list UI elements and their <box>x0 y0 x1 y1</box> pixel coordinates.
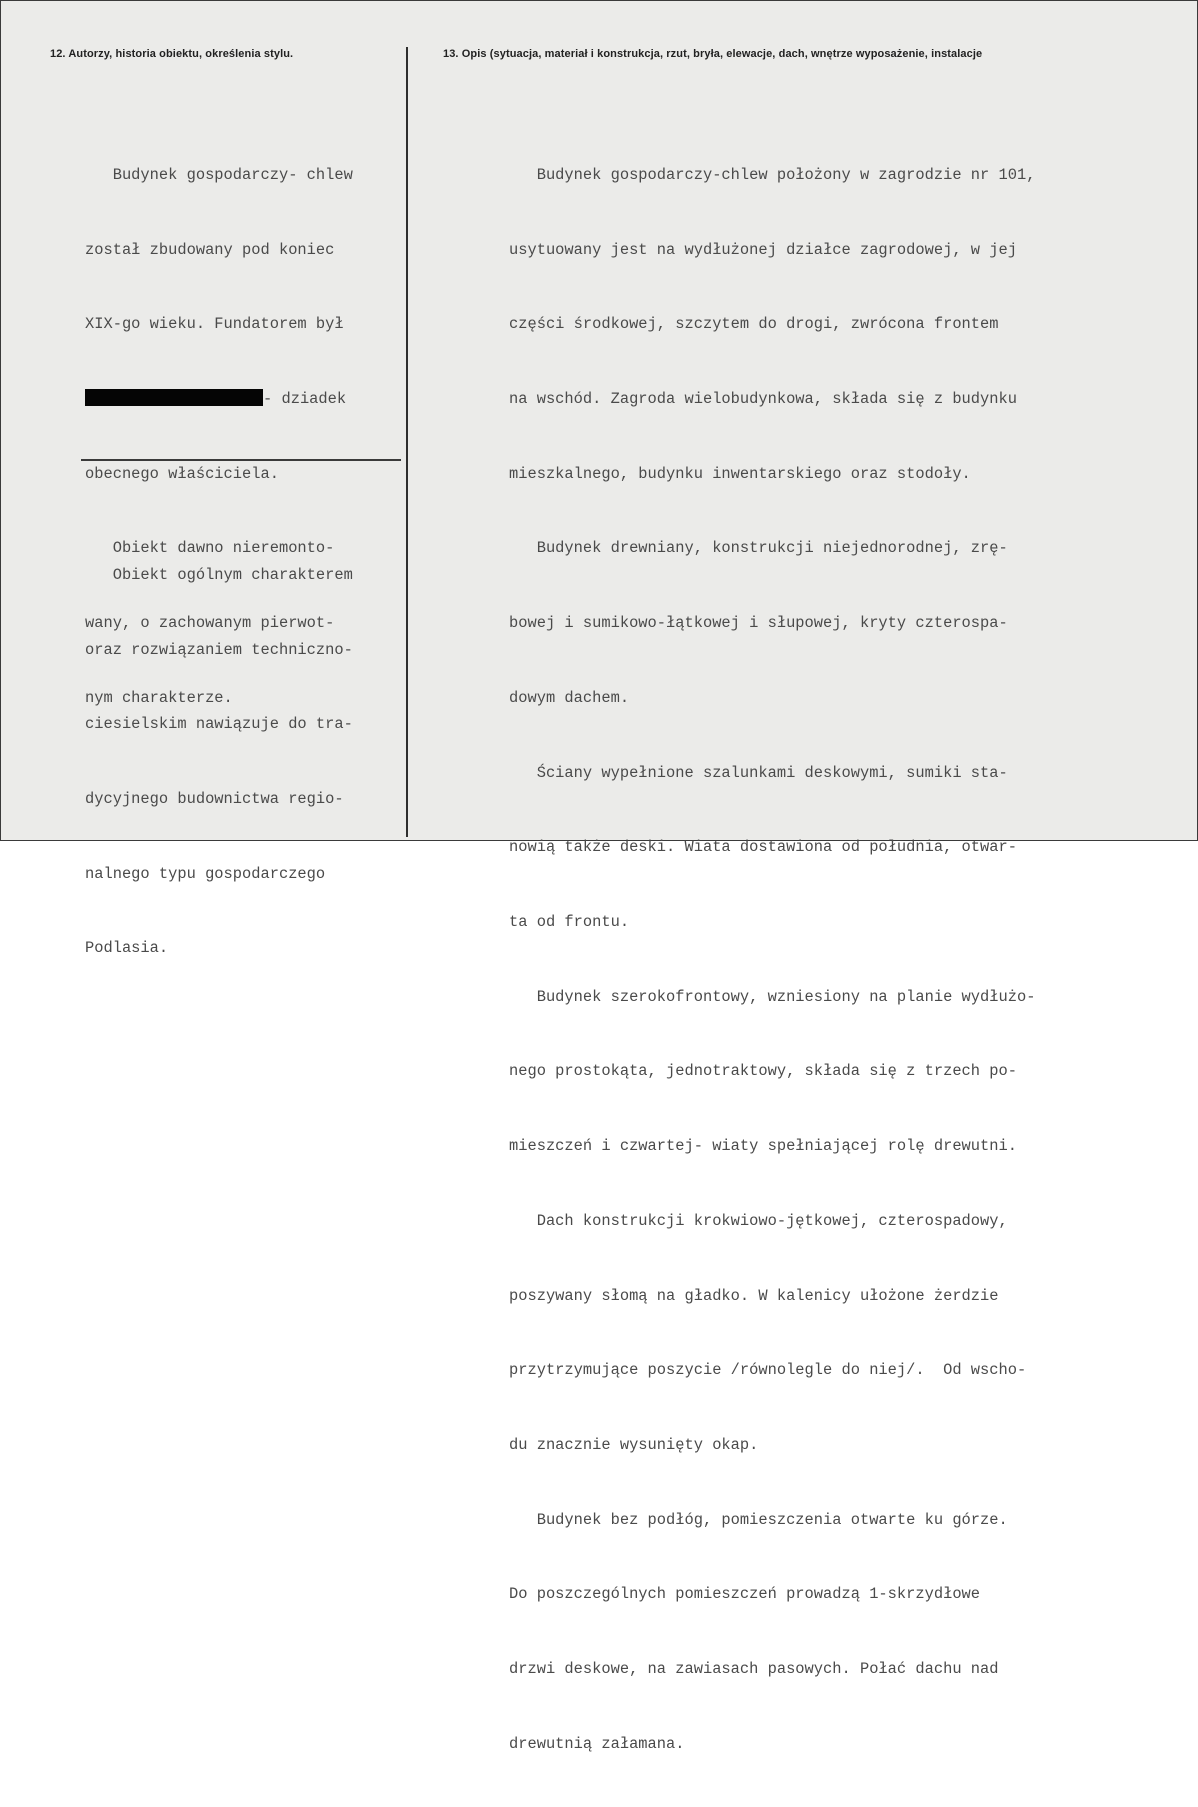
text-line: ta od frontu. <box>509 913 630 931</box>
text-line: drzwi deskowe, na zawiasach pasowych. Połać dachu nad <box>509 1660 999 1679</box>
style-definition-text <box>85 513 353 1011</box>
text-line: drewutnią załamana. <box>509 1734 685 1753</box>
text-line: Budynek drewniany, konstrukcji niejednorodnej, zrę- <box>509 539 1008 558</box>
text-line: du znacznie wysunięty okap. <box>509 1436 759 1455</box>
text-line: ciesielskim nawiązuje do tra- <box>85 715 353 734</box>
text-line: wany, o zachowanym pierwot- <box>85 614 335 633</box>
text-line: Podlasia. <box>85 939 169 958</box>
text-line: na wschód. Zagroda wielobudynkowa, składa się z budynku <box>509 389 1017 408</box>
section-13-header: 13. Opis (sytuacja, materiał i konstrukcja, rzut, bryła, elewacje, dach, wnętrze wyposażenie, instalacje <box>443 48 983 60</box>
section-12-header: 12. Autorzy, historia obiektu, określenia stylu. <box>50 48 294 60</box>
text-line: dycyjnego budownictwa regio- <box>85 789 344 808</box>
text-line: dowym dachem. <box>509 688 630 707</box>
text-line: Budynek gospodarczy- chlew <box>85 165 353 184</box>
text-line: poszywany słomą na gładko. W kalenicy ułożone żerdzie <box>509 1286 999 1305</box>
text-line: nego prostokąta, jednotraktowy, składa się z trzech po- <box>509 1062 1017 1081</box>
text-line: Budynek bez podłóg, pomieszczenia otwarte ku górze. <box>509 1510 1008 1529</box>
text-line: Dach konstrukcji krokwiowo-jętkowej, czterospadowy, <box>509 1211 1008 1230</box>
text-line: Budynek gospodarczy-chlew położony w zagrodzie nr 101, <box>509 165 1036 184</box>
redacted-line <box>85 387 353 412</box>
text-line: mieszczeń i czwartej- wiaty spełniającej rolę drewutni. <box>509 1137 1017 1156</box>
text-line: przytrzymujące poszycie /równolegle do niej/. Od wscho- <box>509 1361 1027 1380</box>
text-line: bowej i sumikowo-łątkowej i słupowej, kryty czterospa- <box>509 614 1008 633</box>
text-line: oraz rozwiązaniem techniczno- <box>85 640 353 659</box>
text-line: Budynek szerokofrontowy, wzniesiony na planie wydłużo- <box>509 987 1036 1006</box>
text-line-suffix: - dziadek <box>263 389 347 408</box>
text-line: XIX-go wieku. Fundatorem był <box>85 315 344 334</box>
text-line: obecnego właściciela. <box>85 464 279 483</box>
text-line: Do poszczególnych pomieszczeń prowadzą 1-skrzydłowe <box>509 1585 981 1604</box>
description-text <box>509 113 1035 1807</box>
text-line: Obiekt ogólnym charakterem <box>85 565 353 584</box>
text-line: nym charakterze. <box>85 688 233 707</box>
column-divider <box>406 47 408 837</box>
text-line: mieszkalnego, budynku inwentarskiego oraz stodoły. <box>509 464 971 483</box>
text-line: nowią także deski. Wiata dostawiona od południa, otwar- <box>509 838 1017 857</box>
redaction-bar <box>85 389 263 406</box>
text-line: nalnego typu gospodarczego <box>85 864 326 883</box>
text-line: został zbudowany pod koniec <box>85 240 335 259</box>
text-line: części środkowej, szczytem do drogi, zwrócona frontem <box>509 315 999 334</box>
text-line: Obiekt dawno nieremonto- <box>85 539 335 558</box>
text-line: Ściany wypełnione szalunkami deskowymi, sumiki sta- <box>509 763 1008 782</box>
text-line: usytuowany jest na wydłużonej działce zagrodowej, w jej <box>509 240 1017 259</box>
